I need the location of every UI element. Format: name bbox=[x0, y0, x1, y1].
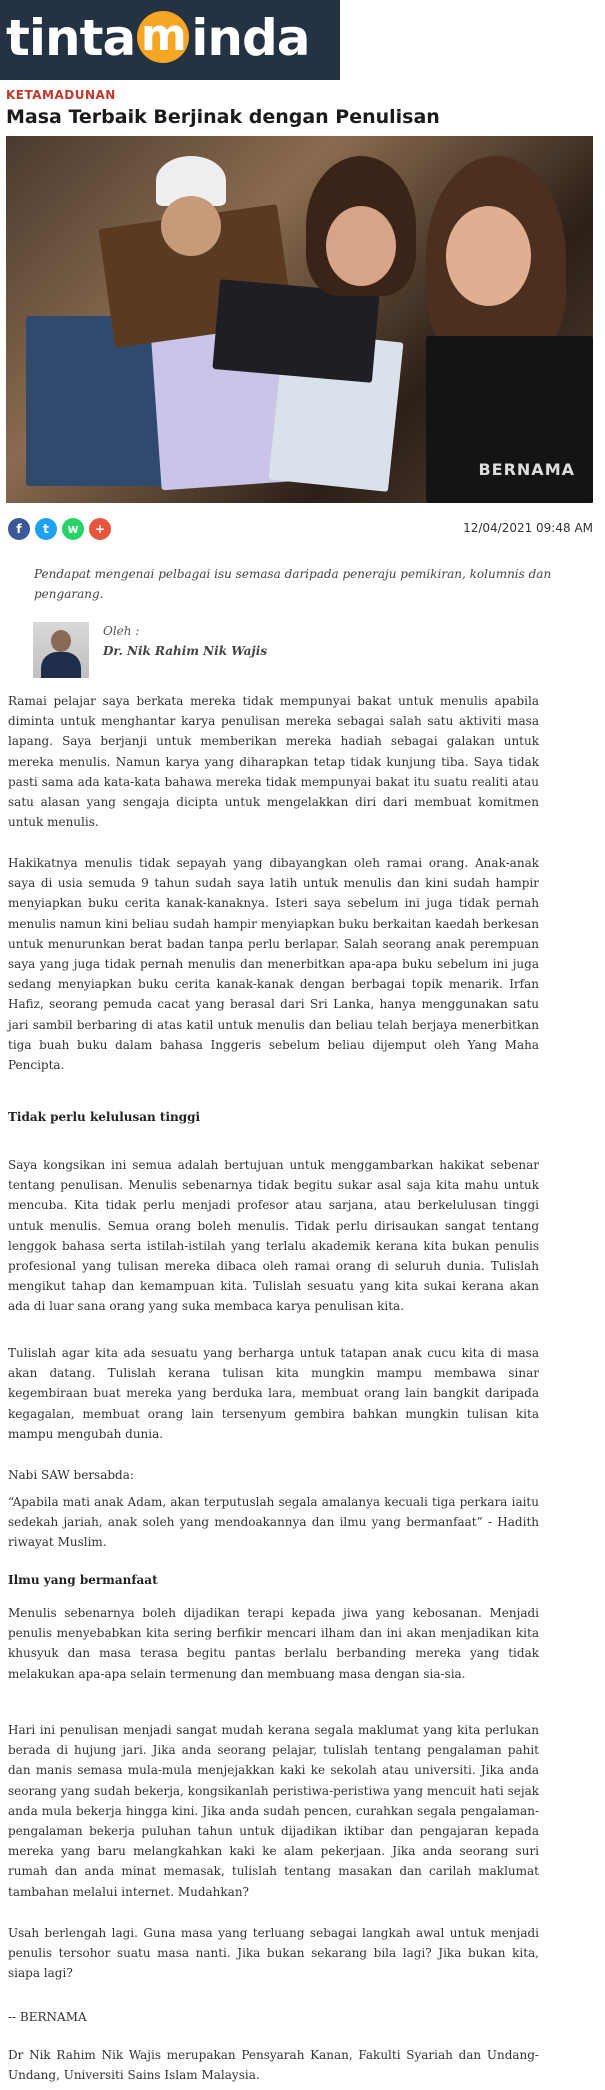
twitter-share-icon[interactable]: t bbox=[35, 518, 57, 540]
category-label[interactable]: KETAMADUNAN bbox=[6, 88, 116, 102]
section-heading-1: Tidak perlu kelulusan tinggi bbox=[8, 1110, 201, 1124]
logo-text: tinta m inda bbox=[6, 8, 310, 67]
paragraph-10: -- BERNAMA bbox=[8, 2010, 87, 2024]
paragraph-3: Saya kongsikan ini semua adalah bertujuan untuk menggambarkan hakikat sebenar tentang penulisan. Menulis sebenarnya tidak begitu sukar asal saja kita mahu untuk mencuba. Kita tidak perlu menjadi profesor atau sarjana, atau berkelulusan tinggi untuk menulis. Semua orang boleh menulis. Tidak perlu dirisaukan sangat tentang lenggok bahasa serta istilah-istilah yang terlalu akademik kerana kita bukan penulis profesional yang tulisan mereka dibaca oleh ramai orang di seluruh dunia. Tulislah mengikut tahap dan kemampuan kita. Tulislah sesuatu yang kita sukai kerana akan ada di luar sana orang yang suka membaca karya penulisan kita. bbox=[8, 1158, 539, 1314]
author-label: Oleh : bbox=[103, 624, 140, 638]
paragraph-5: Nabi SAW bersabda: bbox=[8, 1468, 134, 1482]
author-bio: Dr Nik Rahim Nik Wajis merupakan Pensyarah Kanan, Fakulti Syariah dan Undang-Undang, Universiti Sains Islam Malaysia. bbox=[8, 2048, 539, 2083]
paragraph-2: Hakikatnya menulis tidak sepayah yang dibayangkan oleh ramai orang. Anak-anak saya di usia semuda 9 tahun sudah saya latih untuk menulis dan kini sudah hampir menyiapkan buku cerita kanak-kanaknya. Isteri saya sebelum ini juga tidak pernah menulis namun kini beliau sudah hampir menyiapkan buku berkaitan kaedah berkesan untuk menurunkan berat badan tanpa perlu berlapar. Salah seorang anak perempuan saya yang juga tidak pernah menulis dan menerbitkan apa-apa buku sebelum ini juga sedang menyiapkan buku cerita kanak-kanak dengan berbagai topik menarik. Irfan Hafiz, seorang pemuda cacat yang berasal dari Sri Lanka, hanya menggunakan satu jari sambil berbaring di atas katil untuk menulis dan beliau telah berjaya menerbitkan tiga buah buku dalam bahasa Inggeris sebelum beliau dijemput oleh Yang Maha Pencipta. bbox=[8, 856, 539, 1073]
column-intro: Pendapat mengenai pelbagai isu semasa daripada peneraju pemikiran, kolumnis dan pengarang. bbox=[34, 567, 552, 601]
photo-credit: BERNAMA bbox=[478, 460, 575, 479]
more-share-icon[interactable]: + bbox=[89, 518, 111, 540]
paragraph-4: Tulislah agar kita ada sesuatu yang berharga untuk tatapan anak cucu kita di masa akan datang. Tulislah kerana tulisan kita mungkin mampu membawa sinar kegembiraan buat mereka yang berduka lara, membuat orang lain bangkit daripada kegagalan, membuat orang lain tersenyum gembira bahkan mungkin tulisan kita mampu mengubah dunia. bbox=[8, 1346, 539, 1441]
author-name: Dr. Nik Rahim Nik Wajis bbox=[103, 644, 268, 658]
publish-date: 12/04/2021 09:48 AM bbox=[463, 521, 593, 535]
facebook-share-icon[interactable]: f bbox=[8, 518, 30, 540]
hero-image bbox=[6, 136, 593, 503]
paragraph-9: Usah berlengah lagi. Guna masa yang terluang sebagai langkah awal untuk menjadi penulis tersohor suatu masa nanti. Jika bukan sekarang bila lagi? Jika bukan kita, siapa lagi? bbox=[8, 1926, 539, 1981]
whatsapp-share-icon[interactable]: w bbox=[62, 518, 84, 540]
author-avatar bbox=[33, 622, 89, 678]
paragraph-1: Ramai pelajar saya berkata mereka tidak mempunyai bakat untuk menulis apabila diminta untuk menghantar karya penulisan mereka sebagai salah satu aktiviti masa lapang. Saya berjanji untuk memberikan mereka hadiah sebagai galakan untuk mereka menulis. Namun karya yang diharapkan tetap tidak kunjung tiba. Saya tidak pasti sama ada kata-kata bahawa mereka tidak mempunyai bakat itu suatu realiti atau satu alasan yang sengaja dicipta untuk mengelakkan diri dari membuat komitmen untuk menulis. bbox=[8, 694, 539, 830]
site-logo[interactable] bbox=[0, 0, 340, 80]
article-title: Masa Terbaik Berjinak dengan Penulisan bbox=[6, 106, 440, 128]
share-bar bbox=[8, 518, 111, 540]
section-heading-2: Ilmu yang bermanfaat bbox=[8, 1573, 158, 1587]
paragraph-6: “Apabila mati anak Adam, akan terputuslah segala amalanya kecuali tiga perkara iaitu sedekah jariah, anak soleh yang mendoakannya dan ilmu yang bermanfaat” - Hadith riwayat Muslim. bbox=[8, 1495, 539, 1550]
logo-m-mark: m bbox=[137, 11, 189, 63]
paragraph-7: Menulis sebenarnya boleh dijadikan terapi kepada jiwa yang kebosanan. Menjadi penulis menyebabkan kita sering berfikir mencari ilham dan ini akan menjadikan kita khusyuk dan masa terasa begitu pantas berlalu berbanding mereka yang tidak melakukan apa-apa selain termenung dan membuang masa dengan sia-sia. bbox=[8, 1606, 539, 1681]
paragraph-8: Hari ini penulisan menjadi sangat mudah kerana segala maklumat yang kita perlukan berada di hujung jari. Jika anda seorang pelajar, tulislah tentang pengalaman pahit dan manis semasa mula-mula menjejakkan kaki ke sekolah atau universiti. Jika anda seorang yang sudah bekerja, kongsikanlah peristiwa-peristiwa yang mencuit hati sejak anda mula bekerja hingga kini. Jika anda sudah pencen, curahkan segala pengalaman-pengalaman bekerja puluhan tahun untuk dijadikan iktibar dan pengajaran kepada mereka yang baru melangkahkan kaki ke alam pekerjaan. Jika anda seorang suri rumah dan anda minat memasak, tulislah tentang masakan dan carilah maklumat tambahan melalui internet. Mudahkan? bbox=[8, 1723, 539, 1899]
